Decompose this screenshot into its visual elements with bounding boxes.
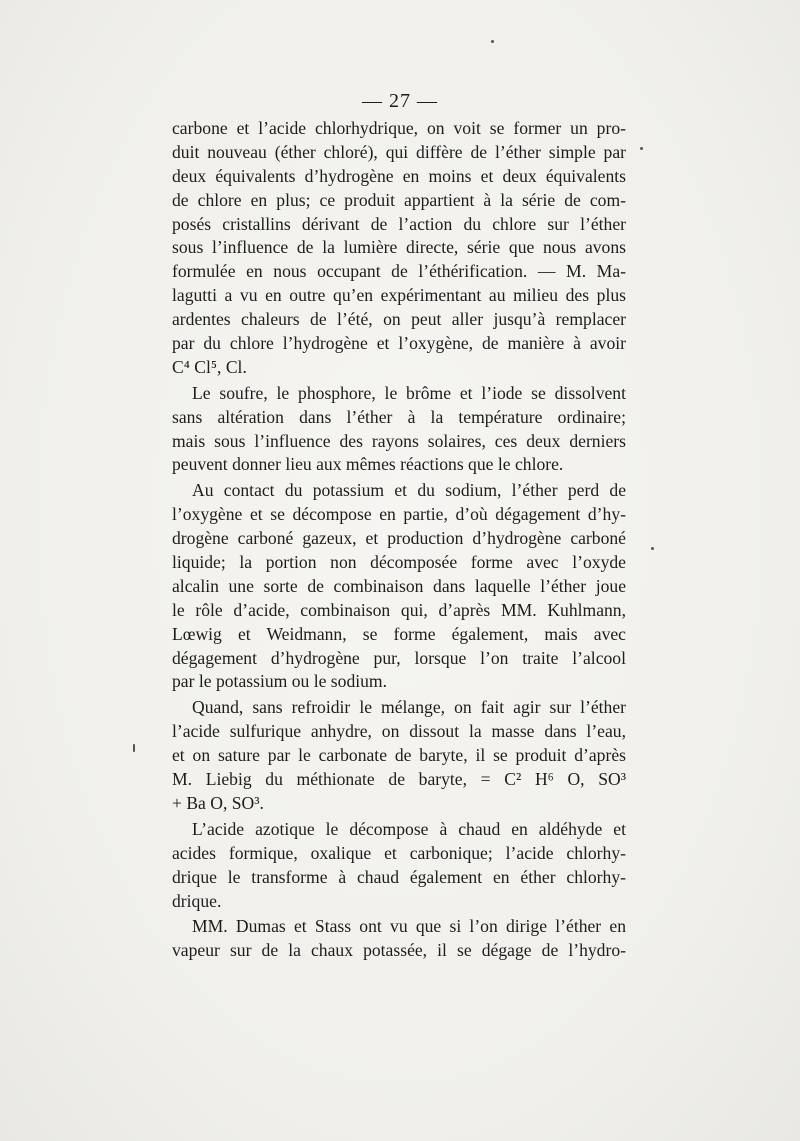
text-line: ardentes chaleurs de l’été, on peut aller jusqu’à remplacer (172, 309, 626, 330)
text-line: l’oxygène et se décompose en partie, d’où dégagement d’hy- (172, 504, 626, 525)
text-line: alcalin une sorte de combinaison dans laquelle l’éther joue (172, 575, 626, 596)
text-line: liquide; la portion non décomposée forme avec l’oxyde (172, 552, 626, 573)
body-text (172, 117, 626, 963)
ink-speck (651, 547, 654, 550)
ink-speck (491, 40, 494, 43)
text-line: de chlore en plus; ce produit appartient à la série de com- (172, 189, 626, 210)
text-line: le rôle d’acide, combinaison qui, d’après MM. Kuhlmann, (172, 599, 626, 620)
text-line: Lœwig et Weidmann, se forme également, mais avec (172, 623, 626, 644)
page-number: — 27 — (362, 90, 438, 112)
text-line: peuvent donner lieu aux mêmes réactions que le chlore. (172, 454, 564, 475)
text-line: dégagement d’hydrogène pur, lorsque l’on traite l’alcool (172, 647, 626, 668)
text-line: drogène carboné gazeux, et production d’hydrogène carboné (172, 528, 626, 549)
text-line: drique le transforme à chaud également en éther chlorhy- (172, 866, 626, 887)
text-line: sous l’influence de la lumière directe, série que nous avons (172, 237, 626, 258)
text-line: carbone et l’acide chlorhydrique, on voit se former un pro- (172, 118, 626, 138)
text-line: par du chlore l’hydrogène et l’oxygène, de manière à avoir (172, 333, 626, 354)
text-line: sans altération dans l’éther à la température ordinaire; (172, 406, 626, 427)
text-line: formulée en nous occupant de l’éthérification. — M. Ma- (172, 261, 626, 282)
text-line: duit nouveau (éther chloré), qui diffère de l’éther simple par (172, 141, 626, 162)
ink-speck (640, 147, 643, 150)
text-line: vapeur sur de la chaux potassée, il se dégage de l’hydro- (172, 940, 626, 961)
text-line: par le potassium ou le sodium. (172, 671, 388, 692)
text-line: deux équivalents d’hydrogène en moins et deux équivalents (172, 165, 626, 186)
text-line: posés cristallins dérivant de l’action du chlore sur l’éther (172, 213, 626, 234)
text-line: M. Liebig du méthionate de baryte, = C² H⁶ O, SO³ (172, 769, 626, 790)
text-line: drique. (172, 890, 222, 911)
text-line: MM. Dumas et Stass ont vu que si l’on dirige l’éther en (192, 916, 626, 937)
text-line: Le soufre, le phosphore, le brôme et l’iode se dissolvent (192, 382, 626, 403)
text-line: mais sous l’influence des rayons solaires, ces deux derniers (172, 430, 626, 451)
ink-speck (133, 744, 135, 752)
text-line: C⁴ Cl⁵, Cl. (172, 356, 247, 377)
text-line: acides formique, oxalique et carbonique; l’acide chlorhy- (172, 842, 626, 863)
text-line: + Ba O, SO³. (172, 792, 264, 813)
text-line: L’acide azotique le décompose à chaud en aldéhyde et (192, 818, 626, 839)
text-line: Au contact du potassium et du sodium, l’éther perd de (192, 480, 626, 501)
text-line: Quand, sans refroidir le mélange, on fait agir sur l’éther (192, 697, 626, 718)
text-line: lagutti a vu en outre qu’en expérimentant au milieu des plus (172, 285, 626, 306)
text-line: l’acide sulfurique anhydre, on dissout la masse dans l’eau, (172, 721, 626, 742)
text-line: et on sature par le carbonate de baryte, il se produit d’après (172, 745, 626, 766)
